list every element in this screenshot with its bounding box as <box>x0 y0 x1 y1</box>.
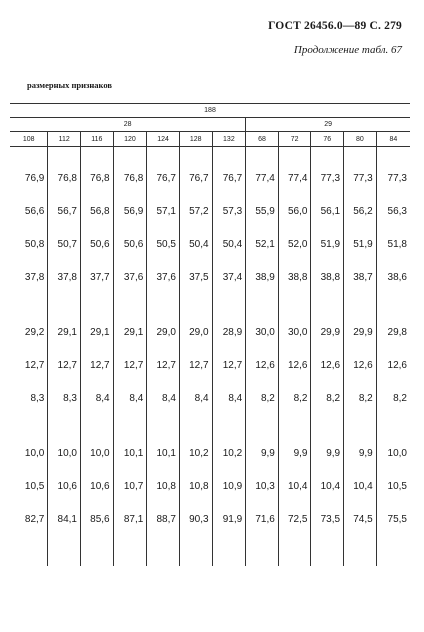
table-cell: 12,7 <box>48 349 81 382</box>
table-cell: 73,5 <box>311 503 344 536</box>
table-cell: 52,1 <box>246 228 279 261</box>
table-cell: 10,2 <box>212 437 246 470</box>
table-cell: 84,1 <box>48 503 81 536</box>
table-cell: 76,7 <box>179 162 212 195</box>
table-cell: 85,6 <box>81 503 114 536</box>
table-cell: 38,8 <box>278 261 311 294</box>
table-cell: 51,8 <box>376 228 410 261</box>
table-cell: 37,6 <box>113 261 147 294</box>
column-header: 132 <box>212 132 246 147</box>
table-cell: 56,9 <box>113 195 147 228</box>
table-cell: 10,4 <box>278 470 311 503</box>
table-cell: 82,7 <box>10 503 48 536</box>
table-row <box>10 316 410 349</box>
column-header: 128 <box>179 132 212 147</box>
table-cell: 77,4 <box>278 162 311 195</box>
table-cell: 10,5 <box>10 470 48 503</box>
table-cell: 38,9 <box>246 261 279 294</box>
table-cell: 50,4 <box>212 228 246 261</box>
table-cell: 37,4 <box>212 261 246 294</box>
table-cell: 38,8 <box>311 261 344 294</box>
table-cell: 55,9 <box>246 195 279 228</box>
page-header: ГОСТ 26456.0—89 С. 279 <box>268 20 402 32</box>
table-cell: 10,0 <box>48 437 81 470</box>
column-header: 80 <box>344 132 377 147</box>
table-cell: 88,7 <box>147 503 180 536</box>
table-cell: 38,7 <box>344 261 377 294</box>
table-cell: 9,9 <box>311 437 344 470</box>
table-cell: 10,5 <box>376 470 410 503</box>
table-cell: 8,2 <box>344 382 377 415</box>
table-cell: 10,4 <box>311 470 344 503</box>
table-cell: 8,2 <box>376 382 410 415</box>
table-cell: 29,1 <box>48 316 81 349</box>
table-cell: 12,6 <box>311 349 344 382</box>
table-cell: 8,4 <box>212 382 246 415</box>
table-cell: 50,5 <box>147 228 180 261</box>
table-cell: 10,8 <box>179 470 212 503</box>
table-cell: 56,3 <box>376 195 410 228</box>
table-cell: 12,7 <box>10 349 48 382</box>
table-cell: 8,3 <box>48 382 81 415</box>
table-cell: 30,0 <box>278 316 311 349</box>
table-cell: 10,0 <box>376 437 410 470</box>
table-cell: 51,9 <box>311 228 344 261</box>
table-cell: 8,4 <box>179 382 212 415</box>
table-cell: 8,4 <box>147 382 180 415</box>
table-cell: 37,8 <box>10 261 48 294</box>
table-cell: 10,1 <box>113 437 147 470</box>
table-cell: 57,2 <box>179 195 212 228</box>
table-cell: 76,8 <box>113 162 147 195</box>
table-cell: 8,4 <box>81 382 114 415</box>
column-header: 72 <box>278 132 311 147</box>
header-group-29: 29 <box>246 118 410 132</box>
table-cell: 72,5 <box>278 503 311 536</box>
table-cell: 12,7 <box>179 349 212 382</box>
table-cell: 56,0 <box>278 195 311 228</box>
table-cell: 10,9 <box>212 470 246 503</box>
table-cell: 12,7 <box>81 349 114 382</box>
table-cell: 10,6 <box>48 470 81 503</box>
table-cell: 10,1 <box>147 437 180 470</box>
column-header: 112 <box>48 132 81 147</box>
table-cell: 8,2 <box>311 382 344 415</box>
table-cell: 74,5 <box>344 503 377 536</box>
table-cell: 71,6 <box>246 503 279 536</box>
table-cell: 9,9 <box>246 437 279 470</box>
table-cell: 56,8 <box>81 195 114 228</box>
table-cell: 10,6 <box>81 470 114 503</box>
column-header-row <box>10 132 410 147</box>
spacer-row <box>10 147 410 163</box>
table-cell: 29,0 <box>179 316 212 349</box>
table-cell: 51,9 <box>344 228 377 261</box>
table-cell: 50,7 <box>48 228 81 261</box>
header-group-188: 188 <box>10 104 410 118</box>
table-cell: 38,6 <box>376 261 410 294</box>
table-cell: 56,6 <box>10 195 48 228</box>
table-cell: 30,0 <box>246 316 279 349</box>
header-group-28: 28 <box>10 118 246 132</box>
table-row <box>10 382 410 415</box>
table-cell: 12,7 <box>212 349 246 382</box>
table-cell: 56,7 <box>48 195 81 228</box>
table-row <box>10 470 410 503</box>
table-row <box>10 261 410 294</box>
spacer-row <box>10 415 410 437</box>
column-header: 108 <box>10 132 48 147</box>
table-cell: 28,9 <box>212 316 246 349</box>
table-cell: 76,9 <box>10 162 48 195</box>
table-cell: 8,3 <box>10 382 48 415</box>
table-cell: 10,0 <box>81 437 114 470</box>
table-cell: 12,6 <box>278 349 311 382</box>
table-cell: 76,8 <box>48 162 81 195</box>
table-cell: 9,9 <box>344 437 377 470</box>
table-cell: 12,7 <box>147 349 180 382</box>
table-cell: 10,8 <box>147 470 180 503</box>
table-cell: 29,1 <box>81 316 114 349</box>
table-cell: 37,8 <box>48 261 81 294</box>
table-cell: 87,1 <box>113 503 147 536</box>
table-cell: 91,9 <box>212 503 246 536</box>
table-cell: 76,7 <box>147 162 180 195</box>
table-cell: 50,6 <box>81 228 114 261</box>
table-cell: 37,5 <box>179 261 212 294</box>
table-cell: 29,1 <box>113 316 147 349</box>
table-cell: 90,3 <box>179 503 212 536</box>
table-cell: 8,2 <box>278 382 311 415</box>
table-row <box>10 195 410 228</box>
table-cell: 10,7 <box>113 470 147 503</box>
table-subtitle: размерных признаков <box>27 80 112 90</box>
spacer-row <box>10 536 410 566</box>
column-header: 124 <box>147 132 180 147</box>
table-cell: 50,8 <box>10 228 48 261</box>
column-header: 68 <box>246 132 279 147</box>
table-cell: 37,6 <box>147 261 180 294</box>
column-header: 116 <box>81 132 114 147</box>
table-row <box>10 228 410 261</box>
table-cell: 37,7 <box>81 261 114 294</box>
table-row <box>10 437 410 470</box>
table-row <box>10 349 410 382</box>
table-cell: 76,7 <box>212 162 246 195</box>
table-cell: 75,5 <box>376 503 410 536</box>
table-cell: 57,1 <box>147 195 180 228</box>
measurements-table <box>10 103 410 566</box>
table-cell: 9,9 <box>278 437 311 470</box>
table-cell: 29,0 <box>147 316 180 349</box>
table-cell: 29,8 <box>376 316 410 349</box>
table-cell: 12,7 <box>113 349 147 382</box>
table-cell: 12,6 <box>376 349 410 382</box>
table-cell: 12,6 <box>344 349 377 382</box>
table-cell: 10,4 <box>344 470 377 503</box>
table-cell: 56,2 <box>344 195 377 228</box>
spacer-row <box>10 294 410 316</box>
table-cell: 77,3 <box>376 162 410 195</box>
table-cell: 76,8 <box>81 162 114 195</box>
table-cell: 12,6 <box>246 349 279 382</box>
table-cell: 77,4 <box>246 162 279 195</box>
column-header: 76 <box>311 132 344 147</box>
table-cell: 10,2 <box>179 437 212 470</box>
table-cell: 10,0 <box>10 437 48 470</box>
column-header: 120 <box>113 132 147 147</box>
table-cell: 8,2 <box>246 382 279 415</box>
table-continuation-label: Продолжение табл. 67 <box>293 44 402 56</box>
column-header: 84 <box>376 132 410 147</box>
table-cell: 50,4 <box>179 228 212 261</box>
table-cell: 77,3 <box>311 162 344 195</box>
table-cell: 8,4 <box>113 382 147 415</box>
table-cell: 29,9 <box>311 316 344 349</box>
table-cell: 50,6 <box>113 228 147 261</box>
table-cell: 56,1 <box>311 195 344 228</box>
table-cell: 29,2 <box>10 316 48 349</box>
table-cell: 29,9 <box>344 316 377 349</box>
table-cell: 10,3 <box>246 470 279 503</box>
table-cell: 52,0 <box>278 228 311 261</box>
table-row <box>10 503 410 536</box>
table-cell: 57,3 <box>212 195 246 228</box>
table-row <box>10 162 410 195</box>
table-body <box>10 147 410 567</box>
table-cell: 77,3 <box>344 162 377 195</box>
